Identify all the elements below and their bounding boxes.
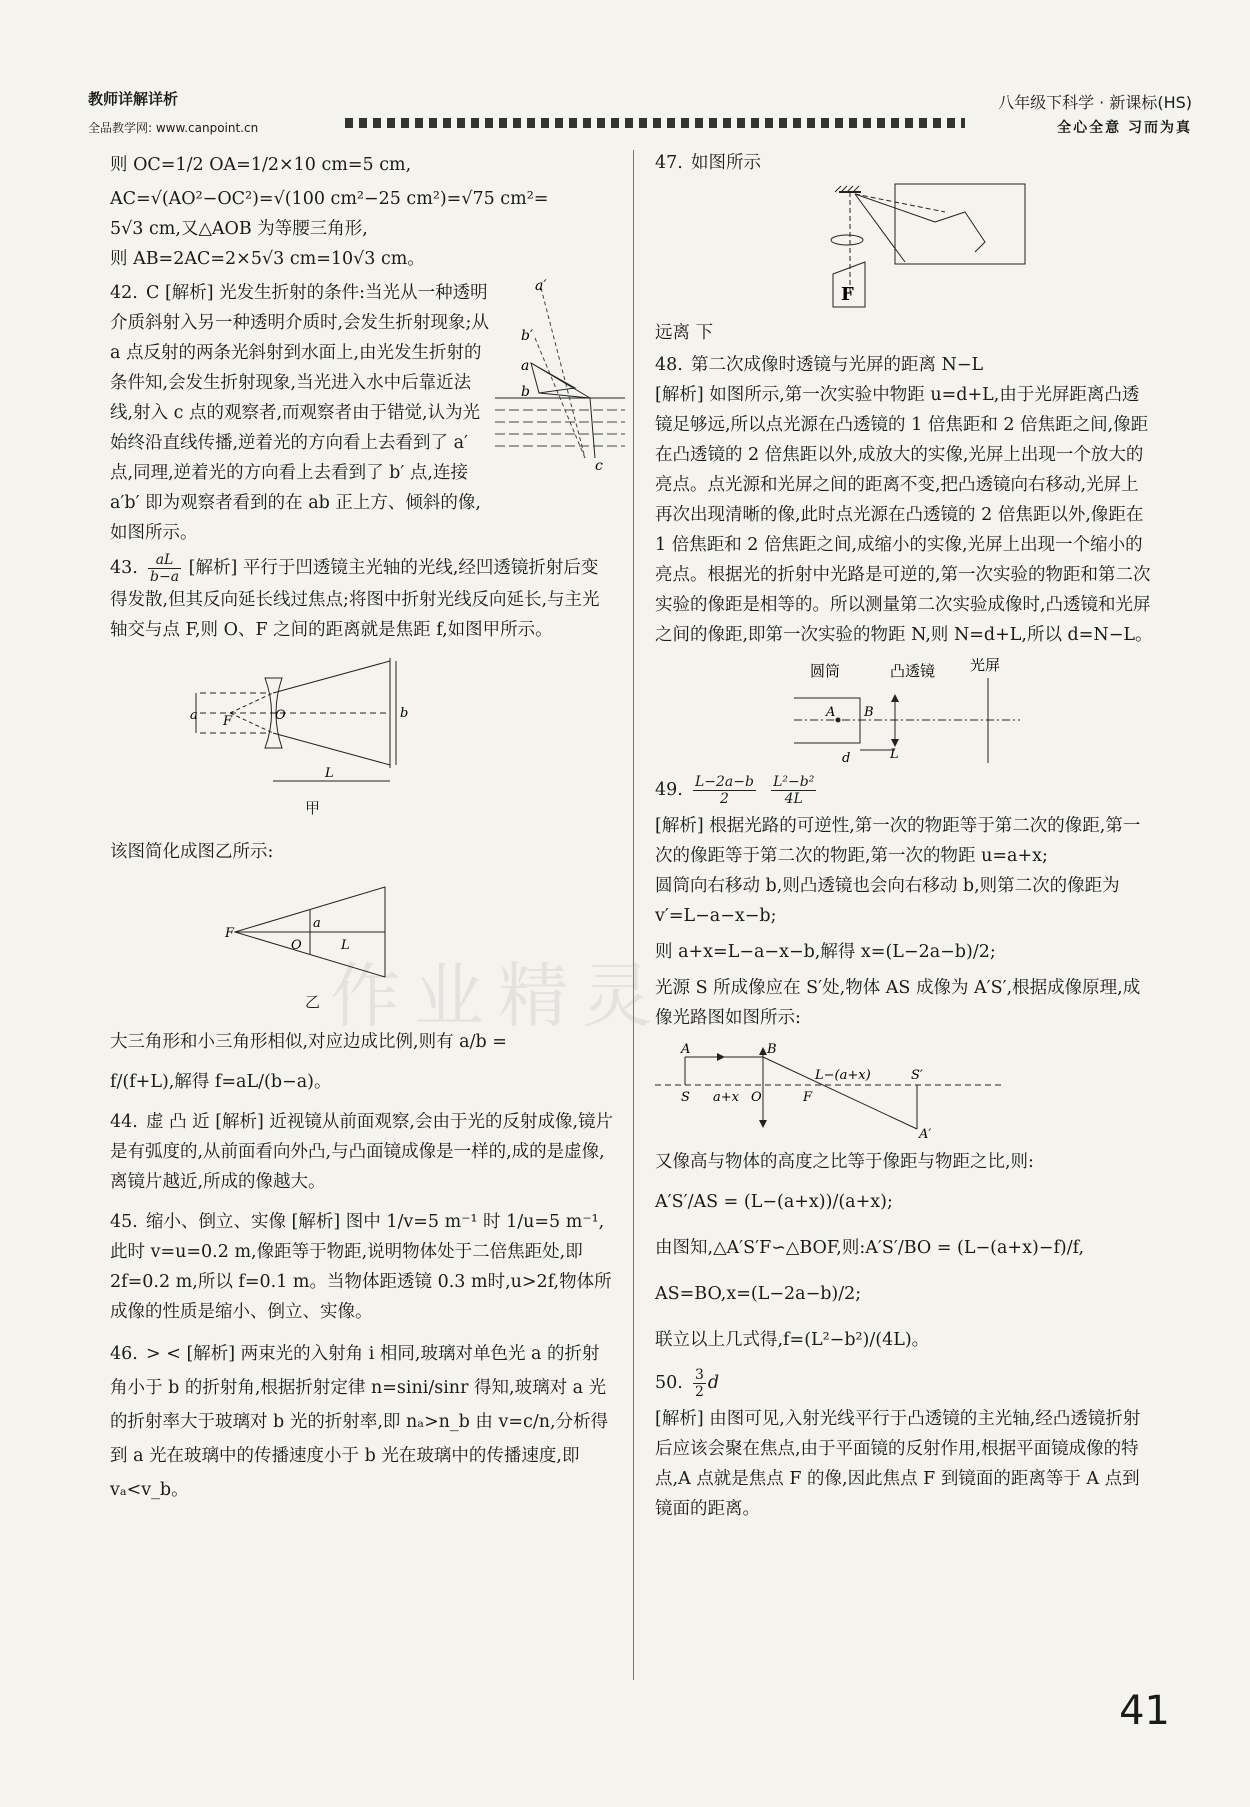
q42-number: 42. (110, 283, 138, 303)
svg-text:a: a (313, 916, 321, 931)
svg-text:L: L (890, 747, 899, 762)
right-column (655, 148, 1155, 1524)
svg-text:F: F (223, 714, 233, 729)
q49-text2: 圆筒向右移动 b,则凸透镜也会向右移动 b,则第二次的像距为 v′=L−a−x−b; (655, 876, 1120, 926)
q41-line3: 5√3 cm,又△AOB 为等腰三角形, (110, 219, 368, 239)
q42-text: C [解析] 光发生折射的条件:当光从一种透明介质斜射入另一种透明介质时,会发生折射现象;从 a 点反射的两条光斜射到水面上,由光发生折射的条件知,会发生折射现象,当光进入水中后靠近法线,射入 c 点的观察者,而观察者由于错觉,认为光始终沿直线传播,逆着光的方向看上去看到了 a′ 点,同理,逆着光的方向看上去看到了 b′ 点,连接 a′b′ 即为观察者看到的在 ab 正上方、倾斜的像,如图所示。 (110, 283, 489, 543)
q41-line4: 则 AB=2AC=2×5√3 cm=10√3 cm。 (110, 249, 425, 269)
q50-number: 50. (655, 1373, 683, 1393)
svg-text:B: B (864, 705, 874, 720)
svg-text:O: O (275, 708, 286, 723)
q43-text3: 大三角形和小三角形相似,对应边成比例,则有 a/b = (110, 1032, 507, 1052)
svg-text:F: F (225, 926, 235, 941)
q49-text5: 又像高与物体的高度之比等于像距与物距之比,则: (655, 1152, 1034, 1172)
q43-answer: $\frac{aL}{b-a}$ (150, 552, 180, 585)
q45-number: 45. (110, 1212, 138, 1232)
header-slogan: 全心全意 习而为真 (1057, 120, 1192, 136)
header-right-title: 八年级下科学 · 新课标(HS) (998, 93, 1192, 112)
q49-text4: 光源 S 所成像应在 S′处,物体 AS 成像为 A′S′,根据成像原理,成像光路图如图所示: (655, 978, 1141, 1028)
q47-number: 47. (655, 153, 683, 173)
q47-figure (815, 182, 1045, 312)
q42-figure (495, 278, 625, 478)
fig48-lens-label: 凸透镜 (890, 662, 936, 680)
column-divider (633, 150, 634, 1680)
svg-text:L−(a+x): L−(a+x) (815, 1068, 871, 1083)
svg-text:S: S (681, 1090, 690, 1105)
q49-text3: 则 a+x=L−a−x−b,解得 x=(L−2a−b)/2; (655, 942, 996, 962)
svg-text:b′: b′ (521, 328, 534, 344)
svg-text:b: b (400, 706, 409, 721)
svg-text:O: O (751, 1090, 762, 1105)
q41-line1: 则 OC=1/2 OA=1/2×10 cm=5 cm, (110, 155, 412, 175)
q46-text: > < [解析] 两束光的入射角 i 相同,玻璃对单色光 a 的折射角小于 b 的折射角,根据折射定律 n=sini/sinr 得知,玻璃对 a 光的折射率大于玻璃对 b 光的折射率,即 nₐ>n_b 由 v=c/n,分析得到 a 光在玻璃中的传播速度小于 b 光在玻璃中的传播速度,即 vₐ<v_b。 (110, 1344, 609, 1500)
q41-line2: AC=√(AO²−OC²)=√(100 cm²−25 cm²)=√75 cm²= (110, 189, 549, 209)
q46-number: 46. (110, 1344, 138, 1364)
q49-answer1: $\frac{L-2a-b}{2}$ (695, 774, 754, 807)
q45-text: 缩小、倒立、实像 [解析] 图中 1/v=5 m⁻¹ 时 1/u=5 m⁻¹,此时 v=u=0.2 m,像距等于物距,说明物体处于二倍焦距处,即 2f=0.2 m,所以 f=0.1 m。当物体距透镜 0.3 m时,u>2f,物体所成像的性质是缩小、倒立、实像。 (110, 1212, 612, 1322)
svg-text:a+x: a+x (713, 1090, 739, 1105)
q43-figure-yi (225, 877, 525, 987)
q48-text: [解析] 如图所示,第一次实验中物距 u=d+L,由于光屏距离凸透镜足够远,所以点光源在凸透镜的 1 倍焦距和 2 倍焦距之间,像距在凸透镜的 2 倍焦距以外,成放大的实像,光屏上出现一个放大的亮点。点光源和光屏之间的距离不变,把凸透镜向右移动,光屏上再次出现清晰的像,此时点光源在凸透镜的 2 倍焦距以外,像距在 1 倍焦距和 2 倍焦距之间,成缩小的实像,光屏上出现一个缩小的亮点。根据光的折射中光路是可逆的,第一次实验的物距和第二次实验的像距是相等的。所以测量第二次实验成像时,凸透镜和光屏之间的像距,即第一次实验的物距 N,则 N=d+L,所以 d=N−L。 (655, 385, 1153, 645)
q43-text2: 该图简化成图乙所示: (110, 842, 274, 862)
svg-text:O: O (291, 938, 302, 953)
header-site: 全品教学网: www.canpoint.cn (88, 121, 259, 135)
q50-text: [解析] 由图可见,入射光线平行于凸透镜的主光轴,经凸透镜折射后应该会聚在焦点,由于平面镜的反射作用,根据平面镜成像的特点,A 点就是焦点 F 的像,因此焦点 F 到镜面的距离等于 A 点到镜面的距离。 (655, 1409, 1141, 1519)
q48-figure (790, 658, 1050, 768)
fig48-screen-label: 光屏 (970, 658, 1001, 674)
svg-text:F: F (803, 1090, 813, 1105)
q43-text4: f/(f+L),解得 f=aL/(b−a)。 (110, 1072, 332, 1092)
page-number: 41 (1119, 1688, 1170, 1734)
q43-number: 43. (110, 558, 138, 578)
svg-text:b: b (521, 384, 530, 400)
header-stripe (345, 118, 965, 128)
q49-answer2: $\frac{\text{L²−b²}}{4L}$ (773, 774, 815, 807)
q47-answer: 远离 下 (655, 323, 714, 343)
q49-figure (655, 1039, 1015, 1139)
svg-text:L: L (325, 766, 334, 781)
q42-block (110, 278, 615, 548)
q43-figure-jia (190, 653, 610, 793)
q48-answer: 第二次成像时透镜与光屏的距离 N−L (691, 355, 984, 375)
q49-text7: 由图知,△A′S′F∽△BOF,则:A′S′/BO = (L−(a+x)−f)/f, (655, 1238, 1085, 1258)
svg-text:A: A (826, 705, 836, 720)
svg-text:S′: S′ (911, 1068, 923, 1083)
q44-number: 44. (110, 1112, 138, 1132)
header-left-title: 教师详解详析 (88, 90, 179, 108)
q49-text8: AS=BO,x=(L−2a−b)/2; (655, 1284, 862, 1304)
q47-text: 如图所示 (691, 153, 761, 173)
q50-answer-d: d (707, 1373, 720, 1393)
watermark: 作业精灵 (330, 955, 666, 1037)
svg-text:A′: A′ (919, 1127, 932, 1139)
svg-text:d: d (842, 751, 851, 766)
svg-text:L: L (341, 938, 350, 953)
fig48-tube-label: 圆筒 (810, 662, 841, 680)
q49-text9: 联立以上几式得,f=(L²−b²)/(4L)。 (655, 1330, 930, 1350)
fig-yi-caption: 乙 (304, 993, 320, 1011)
svg-text:a′: a′ (535, 278, 547, 294)
q50-answer: $\frac{3}{2}$ (695, 1367, 704, 1400)
svg-text:a: a (521, 358, 530, 374)
q49-text1: [解析] 根据光路的可逆性,第一次的物距等于第二次的像距,第一次的像距等于第二次的物距,第一次的物距 u=a+x; (655, 816, 1141, 866)
fig-jia-caption: 甲 (304, 799, 320, 817)
svg-text:F: F (841, 284, 854, 305)
svg-text:a: a (190, 708, 198, 723)
svg-text:B: B (767, 1042, 777, 1057)
q44-text: 虚 凸 近 [解析] 近视镜从前面观察,会由于光的反射成像,镜片是有弧度的,从前面看向外凸,与凸面镜成像是一样的,成的是虚像,离镜片越近,所成的像越大。 (110, 1112, 614, 1192)
left-column (110, 150, 615, 1507)
q49-number: 49. (655, 780, 683, 800)
svg-text:c: c (595, 458, 603, 474)
q49-text6: A′S′/AS = (L−(a+x))/(a+x); (655, 1192, 893, 1212)
q43-text: [解析] 平行于凹透镜主光轴的光线,经凹透镜折射后变得发散,但其反向延长线过焦点;将图中折射光线反向延长,与主光轴交与点 F,则 O、F 之间的距离就是焦距 f,如图甲所示。 (110, 558, 600, 640)
q48-number: 48. (655, 355, 683, 375)
svg-text:A: A (681, 1042, 691, 1057)
